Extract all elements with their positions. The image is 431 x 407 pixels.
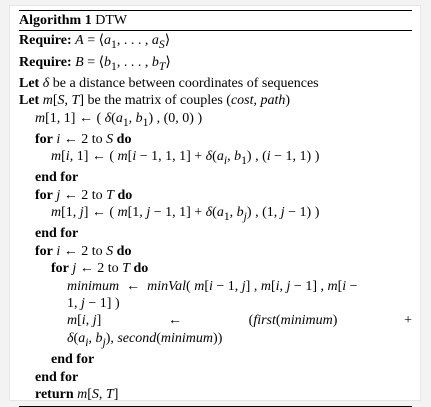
line-first-column: m[i, 1] ← ( m[i − 1, 1, $1] + \delta(a_i$, $b_1$) , (i − 1, 1) ) [51, 149, 320, 168]
algorithm-name: DTW [95, 13, 128, 28]
line-first-row: m[1, j] ← ( m[1, j − 1, $1] + \delta(a_1$, $b_j$) , (1, j − 1) ) [51, 205, 320, 224]
line-for-j-1: for j ← 2 to T do [35, 187, 133, 203]
line-for-i-2: for i ← 2 to S do [35, 243, 132, 259]
line-minimum-cont: 1, j − 1] ) [67, 296, 120, 312]
line-minimum: minimum ← minVal( m[i − 1, j] , m[i, j − 1] , m[i − [67, 278, 358, 294]
line-end-for-1: end for [35, 170, 79, 186]
line-let-delta: Let δ be a distance between coordinates of sequences [19, 75, 319, 91]
line-end-for-3: end for [51, 352, 95, 368]
line-let-matrix: Let m[S, T] be the matrix of couples (cost, path) [19, 93, 291, 109]
algorithm-block [19, 10, 412, 407]
algorithm-card [10, 6, 420, 400]
line-end-for-2: end for [35, 226, 79, 242]
line-require-b: Require: $B = ⟨b_1$, . . . , $b_T⟩$ [19, 54, 171, 73]
line-end-for-4: end for [35, 369, 79, 385]
line-require-a: Require: $A = ⟨a_1$, . . . , $a_S⟩$ [19, 33, 171, 52]
algorithm-header [19, 11, 412, 30]
line-for-i-1: for i ← 2 to S do [35, 131, 132, 147]
line-update: m[i, j] ← (first(minimum) + [67, 313, 412, 329]
line-return: return m[S, T] [35, 386, 119, 402]
algorithm-label: Algorithm 1 [19, 13, 92, 28]
algorithm-body [19, 31, 412, 403]
line-update-cont: $\delta(a_i$, $b_j$), second(minimum)) [67, 330, 223, 349]
line-for-j-2: for j ← 2 to T do [51, 261, 149, 277]
line-init: m[1, 1] ← ( $\delta(a_1$, $b_1$) , (0, 0) ) [35, 110, 203, 129]
